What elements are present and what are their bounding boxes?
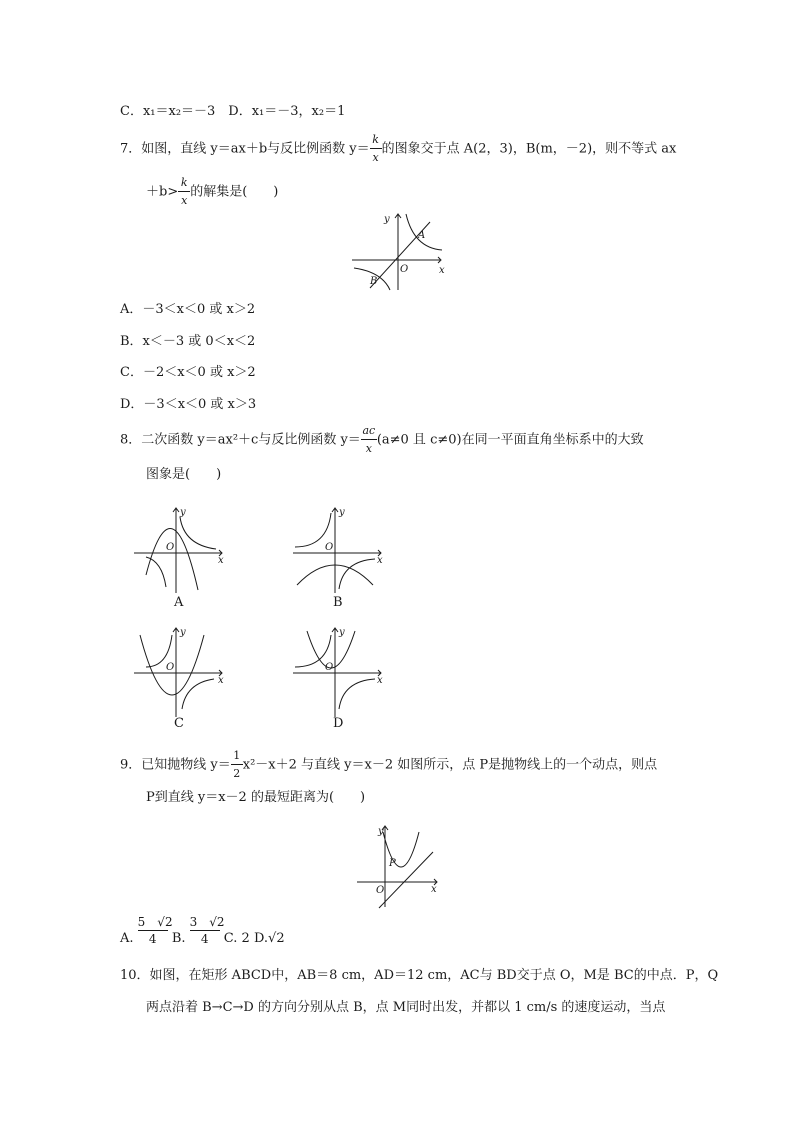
q9-option-b-den: 4 xyxy=(200,932,209,946)
q8-stem-text-b: (a≠0 且 c≠0)在同一平面直角坐标系中的大致 xyxy=(376,432,644,448)
q9-option-a-label: A. xyxy=(120,931,134,946)
q7-figure xyxy=(350,210,450,292)
q7-frac2-num: k xyxy=(180,176,188,189)
q10-stem-line1: 10．如图，在矩形 ABCD中，AB＝8 cm，AD＝12 cm，AC与 BD交于点 O，M是 BC的中点．P，Q xyxy=(120,968,719,983)
q8c-hyperbola-lower xyxy=(182,679,214,709)
q9-option-c: C. 2 xyxy=(223,931,250,946)
q9-point-p-label: P xyxy=(389,858,396,869)
q9-stem-line2: P到直线 y＝x－2 的最短距离为( ) xyxy=(146,790,366,805)
q8d-hyperbola-lower xyxy=(339,679,375,709)
q7-stem-text-a: 7．如图，直线 y＝ax＋b与反比例函数 y＝ xyxy=(120,141,370,157)
q9-frac-den: 2 xyxy=(233,767,241,780)
q7-fraction-k-over-x xyxy=(370,133,382,164)
q8-stem-text-a: 8．二次函数 y＝ax²＋c与反比例函数 y＝ xyxy=(120,432,361,448)
q7-stem2-text-b: 的解集是( ) xyxy=(190,184,279,200)
q8a-hyperbola-upper xyxy=(180,517,216,549)
q8d-origin-label: O xyxy=(325,662,334,673)
q10-stem-line2: 两点沿着 B→C→D 的方向分别从点 B，点 M同时出发，并都以 1 cm/s 的速度运动，当点 xyxy=(146,1000,666,1015)
q8-stem-line1 xyxy=(120,424,644,455)
q8-choice-b-label: B xyxy=(333,595,343,610)
q8a-origin-label: O xyxy=(166,542,175,553)
q7-point-a-label: A xyxy=(418,230,426,241)
q7-origin-label: O xyxy=(400,264,409,275)
q8-stem-line2: 图象是( ) xyxy=(146,467,222,482)
q9-figure xyxy=(355,822,445,910)
q9-line-y-x-minus-2 xyxy=(379,852,433,908)
q8d-x-label: x xyxy=(377,675,383,686)
q8b-y-label: y xyxy=(339,507,345,518)
q9-option-a-fraction xyxy=(137,914,173,947)
q7-y-label: y xyxy=(384,214,390,225)
q9-options xyxy=(120,915,285,955)
q8-choice-a-label: A xyxy=(174,595,184,610)
q9-fraction-one-half xyxy=(231,749,243,780)
q7-x-label: x xyxy=(439,265,445,276)
q9-origin-label: O xyxy=(376,885,385,896)
q9-frac-num: 1 xyxy=(233,749,241,762)
q7-option-c: C．－2＜x＜0 或 x＞2 xyxy=(120,365,256,380)
q8c-x-label: x xyxy=(218,675,224,686)
q8a-x-label: x xyxy=(218,555,224,566)
q9-option-a-num: 5 √2 xyxy=(137,915,173,929)
q9-stem-text-a: 9．已知抛物线 y＝ xyxy=(120,757,231,773)
q7-frac-num: k xyxy=(372,133,379,146)
q8-fraction-ac-over-x xyxy=(361,424,377,455)
q7-stem-text-b: 的图象交于点 A(2，3)，B(m，－2)，则不等式 ax xyxy=(381,141,677,157)
q9-y-label: y xyxy=(378,826,384,837)
q8-choice-c-label: C xyxy=(174,716,184,731)
q8-figure-c xyxy=(132,625,227,720)
q7-stem-line1 xyxy=(120,133,677,164)
q8a-hyperbola-lower xyxy=(146,557,166,587)
q7-option-a: A．－3＜x＜0 或 x＞2 xyxy=(120,302,256,317)
q8a-y-label: y xyxy=(180,507,186,518)
q7-point-b-label: B xyxy=(370,276,378,287)
q8b-x-label: x xyxy=(377,555,383,566)
q9-stem-line1 xyxy=(120,749,658,780)
q8-choice-d-label: D xyxy=(333,716,344,731)
q8-figure-d xyxy=(291,625,386,720)
q9-stem-text-b: x²－x＋2 与直线 y＝x－2 如图所示，点 P是抛物线上的一个动点，则点 xyxy=(242,757,658,773)
q9-option-d: D.√2 xyxy=(253,931,285,946)
q7-frac2-den: x xyxy=(181,194,188,207)
q8-frac-den: x xyxy=(365,442,372,455)
q7-frac-den: x xyxy=(372,151,379,164)
q7-stem-line2 xyxy=(146,176,279,207)
q8b-hyperbola-lower xyxy=(339,559,375,589)
q8-frac-num: ac xyxy=(362,424,376,437)
q8d-y-label: y xyxy=(339,627,345,638)
q8-figure-a xyxy=(132,505,227,595)
q7-option-b: B．x＜－3 或 0＜x＜2 xyxy=(120,334,256,349)
q9-option-b-label: B. xyxy=(171,931,186,946)
q7-option-d: D．－3＜x＜0 或 x＞3 xyxy=(120,397,257,412)
q8b-origin-label: O xyxy=(325,542,334,553)
q9-x-label: x xyxy=(431,884,437,895)
q8-figure-b xyxy=(291,505,386,595)
q7-fraction2-k-over-x xyxy=(178,176,190,207)
q6-options: C．x₁＝x₂＝－3 D．x₁＝－3，x₂＝1 xyxy=(120,104,346,119)
q8c-y-label: y xyxy=(180,627,186,638)
q7-stem2-text-a: ＋b> xyxy=(146,184,179,200)
q9-option-b-fraction xyxy=(189,914,225,947)
q9-option-b-num: 3 √2 xyxy=(189,915,225,929)
q9-option-a-den: 4 xyxy=(148,932,157,946)
q8c-origin-label: O xyxy=(166,662,175,673)
